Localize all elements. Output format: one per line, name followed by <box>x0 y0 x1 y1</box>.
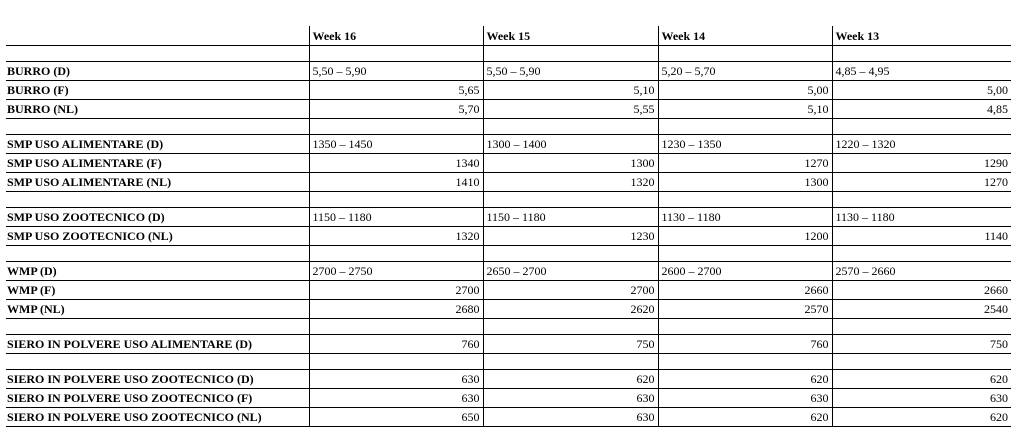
price-cell: 630 <box>832 389 1011 408</box>
price-cell: 5,65 <box>309 81 483 100</box>
table-row <box>6 173 1011 192</box>
table-row <box>6 370 1011 389</box>
product-label: SIERO IN POLVERE USO ZOOTECNICO (NL) <box>6 408 309 427</box>
header-row <box>6 26 1011 46</box>
price-cell: 2650 – 2700 <box>483 262 658 281</box>
price-cell: 1320 <box>309 227 483 246</box>
price-cell: 1130 – 1180 <box>832 208 1011 227</box>
price-cell: 630 <box>483 389 658 408</box>
price-cell: 620 <box>658 370 832 389</box>
price-cell: 650 <box>309 408 483 427</box>
table-row <box>6 81 1011 100</box>
price-table <box>6 26 1011 427</box>
price-cell: 5,50 – 5,90 <box>309 62 483 81</box>
product-label: SIERO IN POLVERE USO ZOOTECNICO (F) <box>6 389 309 408</box>
product-label: SMP USO ALIMENTARE (NL) <box>6 173 309 192</box>
price-cell: 1140 <box>832 227 1011 246</box>
price-cell: 4,85 <box>832 100 1011 119</box>
price-cell: 630 <box>309 370 483 389</box>
product-label: WMP (F) <box>6 281 309 300</box>
price-cell: 1230 <box>483 227 658 246</box>
product-label: SMP USO ZOOTECNICO (NL) <box>6 227 309 246</box>
product-label: SMP USO ALIMENTARE (D) <box>6 135 309 154</box>
table-row <box>6 300 1011 319</box>
price-cell: 620 <box>658 408 832 427</box>
product-label: SIERO IN POLVERE USO ZOOTECNICO (D) <box>6 370 309 389</box>
spacer-row <box>6 192 1011 208</box>
price-cell: 1320 <box>483 173 658 192</box>
price-cell: 2680 <box>309 300 483 319</box>
price-cell: 5,10 <box>658 100 832 119</box>
price-cell: 1300 – 1400 <box>483 135 658 154</box>
product-label: BURRO (NL) <box>6 100 309 119</box>
price-cell: 2570 – 2660 <box>832 262 1011 281</box>
spacer-row <box>6 246 1011 262</box>
spacer-row <box>6 119 1011 135</box>
price-cell: 1410 <box>309 173 483 192</box>
price-cell: 630 <box>658 389 832 408</box>
table-row <box>6 62 1011 81</box>
product-label: WMP (NL) <box>6 300 309 319</box>
product-label: SMP USO ZOOTECNICO (D) <box>6 208 309 227</box>
product-label: SMP USO ALIMENTARE (F) <box>6 154 309 173</box>
table-row <box>6 135 1011 154</box>
spacer-row <box>6 46 1011 62</box>
price-cell: 1300 <box>483 154 658 173</box>
table-row <box>6 408 1011 427</box>
week-15-header: Week 15 <box>483 26 658 46</box>
spacer-row <box>6 319 1011 335</box>
price-cell: 2600 – 2700 <box>658 262 832 281</box>
price-cell: 620 <box>483 370 658 389</box>
price-cell: 1130 – 1180 <box>658 208 832 227</box>
week-16-header: Week 16 <box>309 26 483 46</box>
price-cell: 750 <box>483 335 658 354</box>
price-cell: 630 <box>483 408 658 427</box>
table-row <box>6 208 1011 227</box>
price-cell: 1290 <box>832 154 1011 173</box>
product-label: SIERO IN POLVERE USO ALIMENTARE (D) <box>6 335 309 354</box>
price-cell: 1200 <box>658 227 832 246</box>
table-row <box>6 262 1011 281</box>
price-cell: 2620 <box>483 300 658 319</box>
price-cell: 2700 – 2750 <box>309 262 483 281</box>
price-cell: 2570 <box>658 300 832 319</box>
price-cell: 1270 <box>658 154 832 173</box>
table-row <box>6 154 1011 173</box>
price-cell: 1270 <box>832 173 1011 192</box>
price-cell: 620 <box>832 370 1011 389</box>
table-row <box>6 281 1011 300</box>
week-14-header: Week 14 <box>658 26 832 46</box>
price-cell: 5,00 <box>832 81 1011 100</box>
price-cell: 1340 <box>309 154 483 173</box>
price-cell: 2660 <box>832 281 1011 300</box>
header-label-cell <box>6 26 309 46</box>
price-cell: 760 <box>309 335 483 354</box>
price-cell: 4,85 – 4,95 <box>832 62 1011 81</box>
price-cell: 1300 <box>658 173 832 192</box>
week-13-header: Week 13 <box>832 26 1011 46</box>
price-cell: 750 <box>832 335 1011 354</box>
product-label: BURRO (D) <box>6 62 309 81</box>
price-cell: 1220 – 1320 <box>832 135 1011 154</box>
table-row <box>6 227 1011 246</box>
price-cell: 5,00 <box>658 81 832 100</box>
price-cell: 2540 <box>832 300 1011 319</box>
product-label: BURRO (F) <box>6 81 309 100</box>
price-cell: 1150 – 1180 <box>309 208 483 227</box>
table-row <box>6 335 1011 354</box>
price-cell: 5,50 – 5,90 <box>483 62 658 81</box>
price-cell: 620 <box>832 408 1011 427</box>
price-cell: 2660 <box>658 281 832 300</box>
price-cell: 630 <box>309 389 483 408</box>
price-cell: 5,55 <box>483 100 658 119</box>
price-cell: 5,20 – 5,70 <box>658 62 832 81</box>
price-cell: 2700 <box>483 281 658 300</box>
spacer-row <box>6 354 1011 370</box>
price-cell: 760 <box>658 335 832 354</box>
table-row <box>6 100 1011 119</box>
table-row <box>6 389 1011 408</box>
price-cell: 1150 – 1180 <box>483 208 658 227</box>
price-cell: 5,10 <box>483 81 658 100</box>
product-label: WMP (D) <box>6 262 309 281</box>
price-cell: 1350 – 1450 <box>309 135 483 154</box>
price-cell: 5,70 <box>309 100 483 119</box>
price-cell: 1230 – 1350 <box>658 135 832 154</box>
price-cell: 2700 <box>309 281 483 300</box>
